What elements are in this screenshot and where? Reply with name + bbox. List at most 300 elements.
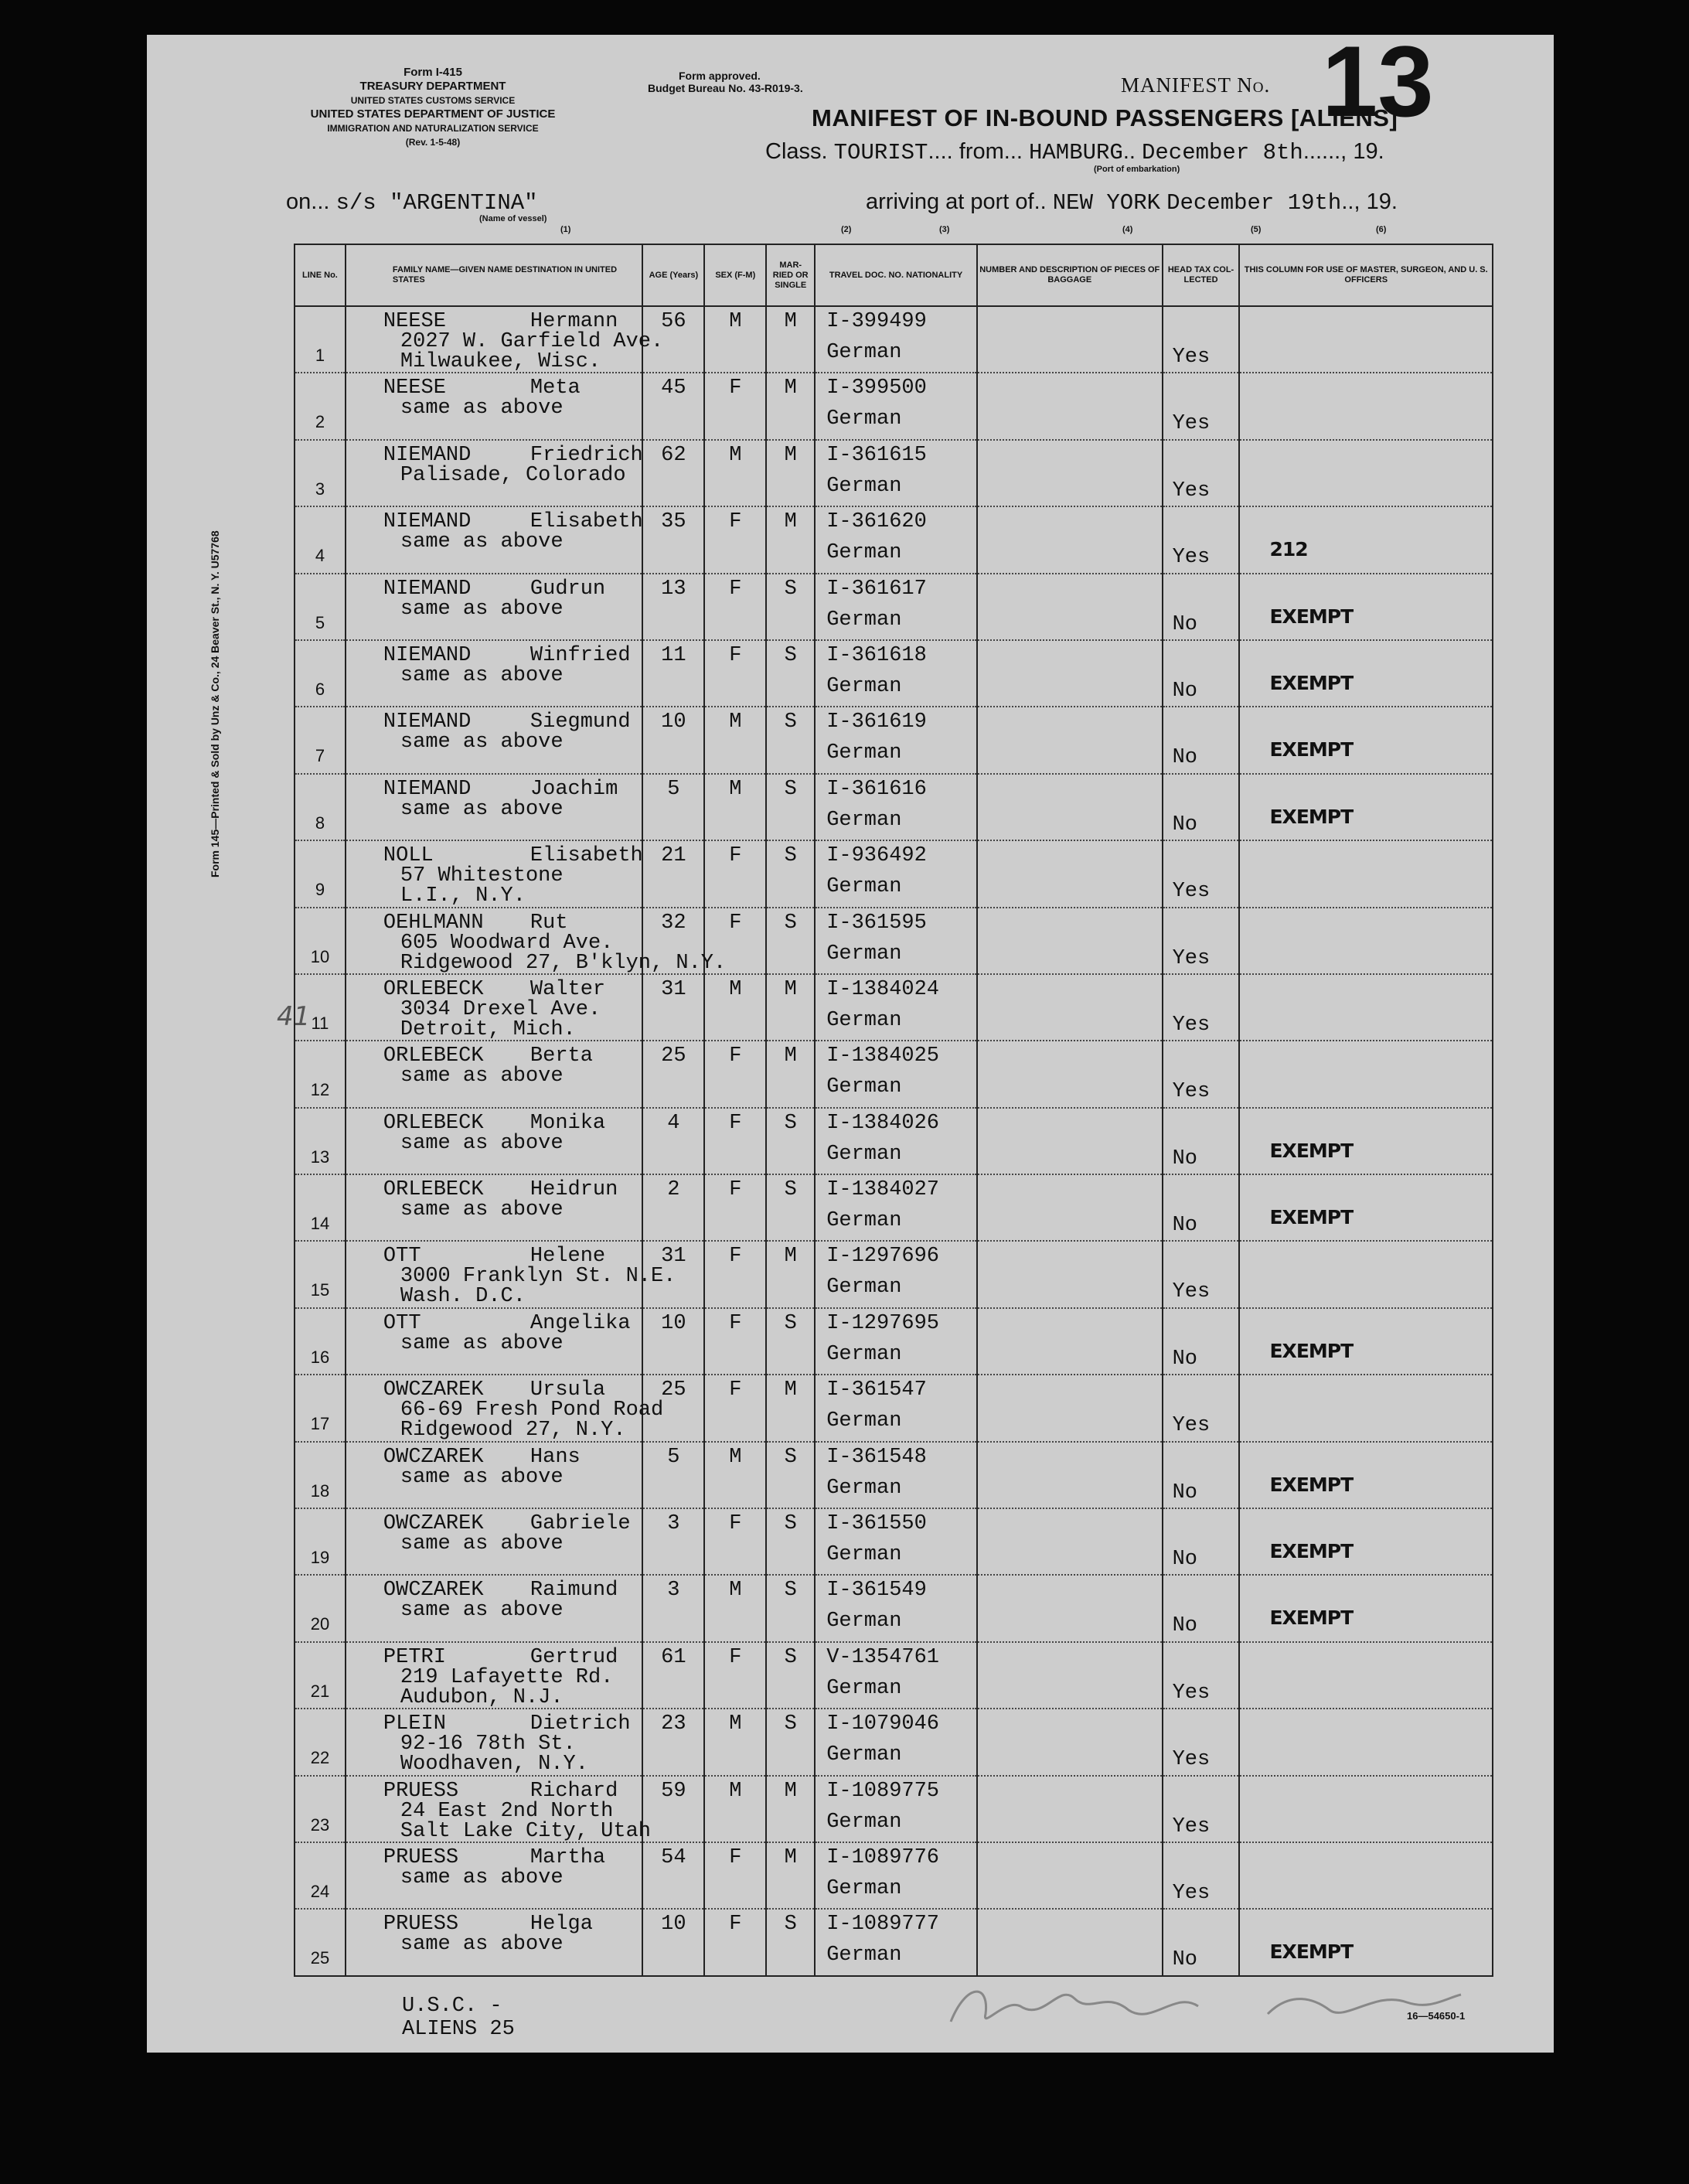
nationality: German — [826, 1142, 902, 1166]
age-cell — [642, 574, 704, 640]
col-note-1: (1) — [560, 225, 571, 234]
vessel-name: s/s "ARGENTINA" — [335, 190, 538, 216]
line-number-cell — [295, 1308, 346, 1375]
class-label: Class. — [765, 139, 828, 164]
name-cell — [346, 1108, 643, 1174]
line-number-cell — [295, 640, 346, 707]
destination-line-2: L.I., N.Y. — [400, 884, 526, 908]
baggage-cell — [977, 373, 1163, 439]
officer-note: EXEMPT — [1269, 1940, 1354, 1964]
age-cell — [642, 1776, 704, 1842]
sex-cell — [704, 707, 766, 773]
line-number-cell — [295, 1241, 346, 1307]
travel-doc-cell — [815, 1709, 977, 1775]
sex: F — [729, 1044, 742, 1068]
name-cell — [346, 1642, 643, 1709]
line-number-cell — [295, 306, 346, 373]
nationality: German — [826, 1610, 902, 1634]
age: 23 — [661, 1712, 686, 1736]
destination-line-1: same as above — [400, 1865, 564, 1889]
line-number: 8 — [315, 813, 325, 833]
officers-cell — [1239, 1909, 1493, 1975]
name-cell — [346, 1709, 643, 1775]
baggage-cell — [977, 1442, 1163, 1508]
table-row — [295, 1776, 1493, 1842]
sex: F — [729, 1645, 742, 1669]
nationality: German — [826, 875, 902, 899]
married-cell — [766, 840, 815, 907]
manifest-page — [147, 25, 1554, 2053]
form-number: Form I-415 — [404, 66, 462, 79]
destination-line-1: 24 East 2nd North — [400, 1799, 614, 1823]
destination-line-2: Woodhaven, N.Y. — [400, 1753, 588, 1777]
age-cell — [642, 1842, 704, 1909]
destination-line-1: same as above — [400, 1532, 564, 1556]
age: 4 — [667, 1111, 680, 1135]
treasury-label: TREASURY DEPARTMENT — [359, 80, 506, 93]
travel-doc-number: I-1384025 — [826, 1044, 940, 1068]
table-row — [295, 1041, 1493, 1107]
head-tax-cell — [1163, 1642, 1240, 1709]
sex-cell — [704, 1709, 766, 1775]
name-cell — [346, 1508, 643, 1575]
travel-doc-number: I-361547 — [826, 1378, 927, 1402]
revision-label: (Rev. 1-5-48) — [405, 137, 461, 148]
name-cell — [346, 1041, 643, 1107]
col-note-6: (6) — [1376, 225, 1387, 234]
nationality: German — [826, 341, 902, 364]
name-cell — [346, 1442, 643, 1508]
married-cell — [766, 1108, 815, 1174]
marital-status: M — [784, 1779, 797, 1803]
travel-doc-cell — [815, 1776, 977, 1842]
nationality: German — [826, 1008, 902, 1032]
sex-cell — [704, 1108, 766, 1174]
travel-doc-number: I-361618 — [826, 643, 927, 667]
head-tax-cell — [1163, 640, 1240, 707]
age: 61 — [661, 1645, 686, 1669]
married-cell — [766, 1508, 815, 1575]
travel-doc-cell — [815, 1041, 977, 1107]
destination-line-1: same as above — [400, 1933, 564, 1957]
head-tax-cell — [1163, 506, 1240, 573]
line-number-cell — [295, 1174, 346, 1241]
sex: F — [729, 1512, 742, 1536]
travel-doc-cell — [815, 1508, 977, 1575]
head-tax-collected: Yes — [1172, 546, 1211, 570]
officer-note: EXEMPT — [1269, 1540, 1354, 1563]
sex: M — [729, 310, 742, 333]
age-cell — [642, 840, 704, 907]
nationality: German — [826, 1342, 902, 1366]
head-tax-collected: Yes — [1172, 1681, 1211, 1705]
married-cell — [766, 1308, 815, 1375]
age-cell — [642, 640, 704, 707]
destination-line-1: same as above — [400, 797, 564, 821]
line-number: 2 — [315, 412, 325, 432]
head-tax-cell — [1163, 306, 1240, 373]
officers-cell — [1239, 640, 1493, 707]
line-number-cell — [295, 440, 346, 506]
line-number: 15 — [310, 1280, 330, 1300]
marital-status: M — [784, 443, 797, 467]
budget-line: Budget Bureau No. 43-R019-3. — [648, 82, 803, 94]
head-tax-cell — [1163, 440, 1240, 506]
family-name: OTT — [383, 1311, 421, 1335]
head-tax-collected: Yes — [1172, 946, 1211, 970]
nationality: German — [826, 1476, 902, 1500]
nationality: German — [826, 1543, 902, 1567]
age-cell — [642, 908, 704, 974]
nationality: German — [826, 1876, 902, 1900]
baggage-cell — [977, 1508, 1163, 1575]
travel-doc-number: I-1089776 — [826, 1845, 940, 1869]
baggage-cell — [977, 707, 1163, 773]
line-number: 20 — [310, 1614, 330, 1634]
destination-line-2: Milwaukee, Wisc. — [400, 350, 601, 373]
sex: M — [729, 977, 742, 1001]
family-name: NIEMAND — [383, 510, 472, 534]
line-number: 10 — [310, 946, 330, 966]
given-name: Elisabeth — [530, 844, 643, 868]
sex-cell — [704, 640, 766, 707]
married-cell — [766, 908, 815, 974]
marital-status: S — [784, 1512, 797, 1536]
head-tax-cell — [1163, 1041, 1240, 1107]
sex: F — [729, 844, 742, 868]
given-name: Helga — [530, 1913, 593, 1937]
travel-doc-number: I-1089775 — [826, 1779, 940, 1803]
head-tax-collected: No — [1172, 1548, 1197, 1572]
from-label: from — [959, 139, 1004, 164]
destination-line-1: same as above — [400, 597, 564, 621]
given-name: Siegmund — [530, 710, 631, 734]
name-cell — [346, 1308, 643, 1375]
customs-label: UNITED STATES CUSTOMS SERVICE — [350, 95, 516, 106]
head-tax-cell — [1163, 1174, 1240, 1241]
line-number: 22 — [310, 1748, 330, 1768]
marital-status: M — [784, 1845, 797, 1869]
destination-line-2: Wash. D.C. — [400, 1285, 526, 1309]
sex: F — [729, 376, 742, 400]
head-tax-cell — [1163, 1241, 1240, 1307]
line-number-cell — [295, 840, 346, 907]
family-name: NIEMAND — [383, 710, 472, 734]
col-header-line: LINE No. — [295, 244, 346, 306]
age: 31 — [661, 1245, 686, 1269]
destination-line-1: 605 Woodward Ave. — [400, 931, 614, 955]
travel-doc-cell — [815, 640, 977, 707]
line-number: 5 — [315, 612, 325, 632]
destination-line-2: Ridgewood 27, B'klyn, N.Y. — [400, 951, 727, 975]
line-number-cell — [295, 1642, 346, 1709]
nationality: German — [826, 1743, 902, 1767]
travel-doc-cell — [815, 1842, 977, 1909]
given-name: Gabriele — [530, 1512, 631, 1536]
family-name: ORLEBECK — [383, 977, 484, 1001]
family-name: NIEMAND — [383, 577, 472, 601]
travel-doc-number: I-361619 — [826, 710, 927, 734]
arrival-date: December 19th — [1166, 190, 1342, 216]
travel-doc-number: I-361616 — [826, 777, 927, 801]
nationality: German — [826, 674, 902, 698]
sex-cell — [704, 1041, 766, 1107]
name-cell — [346, 1575, 643, 1641]
given-name: Walter — [530, 977, 606, 1001]
destination-line-1: 92-16 78th St. — [400, 1733, 576, 1756]
table-row — [295, 373, 1493, 439]
family-name: PLEIN — [383, 1712, 446, 1736]
table-row — [295, 1174, 1493, 1241]
line-number: 14 — [310, 1214, 330, 1234]
justice-label: UNITED STATES DEPARTMENT OF JUSTICE — [310, 107, 556, 121]
sex-cell — [704, 974, 766, 1041]
married-cell — [766, 1776, 815, 1842]
given-name: Hans — [530, 1445, 581, 1469]
name-cell — [346, 640, 643, 707]
head-tax-cell — [1163, 1776, 1240, 1842]
marital-status: S — [784, 1445, 797, 1469]
head-tax-cell — [1163, 774, 1240, 840]
line-number: 6 — [315, 679, 325, 699]
given-name: Elisabeth — [530, 510, 643, 534]
given-name: Friedrich — [530, 443, 643, 467]
head-tax-cell — [1163, 373, 1240, 439]
margin-note: 41 — [277, 1001, 311, 1032]
sex: M — [729, 1779, 742, 1803]
line-number: 7 — [315, 746, 325, 766]
travel-doc-cell — [815, 1375, 977, 1441]
sex: F — [729, 1111, 742, 1135]
line-number-cell — [295, 1442, 346, 1508]
travel-doc-cell — [815, 1909, 977, 1975]
officer-note: EXEMPT — [1269, 671, 1354, 694]
approval-line: Form approved. — [679, 70, 761, 82]
destination-line-2: Detroit, Mich. — [400, 1017, 576, 1041]
table-row — [295, 1308, 1493, 1375]
officers-cell — [1239, 774, 1493, 840]
line-number-cell — [295, 774, 346, 840]
sex: F — [729, 1378, 742, 1402]
table-row — [295, 1241, 1493, 1307]
col-note-3: (3) — [939, 225, 950, 234]
travel-doc-cell — [815, 908, 977, 974]
destination-line-1: same as above — [400, 1065, 564, 1089]
baggage-cell — [977, 1041, 1163, 1107]
col-note-5: (5) — [1251, 225, 1262, 234]
officers-cell — [1239, 1375, 1493, 1441]
destination-line-1: same as above — [400, 397, 564, 421]
travel-doc-cell — [815, 506, 977, 573]
family-name: ORLEBECK — [383, 1178, 484, 1202]
line-number-cell — [295, 974, 346, 1041]
married-cell — [766, 707, 815, 773]
age: 45 — [661, 376, 686, 400]
given-name: Berta — [530, 1044, 593, 1068]
head-tax-cell — [1163, 1375, 1240, 1441]
officers-cell — [1239, 1308, 1493, 1375]
travel-doc-number: I-1297696 — [826, 1245, 940, 1269]
family-name: ORLEBECK — [383, 1111, 484, 1135]
given-name: Monika — [530, 1111, 606, 1135]
head-tax-collected: No — [1172, 1480, 1197, 1504]
officer-note: 212 — [1269, 538, 1308, 561]
nationality: German — [826, 1209, 902, 1233]
officers-cell — [1239, 440, 1493, 506]
line-number-cell — [295, 1041, 346, 1107]
vessel-line: on... s/s "ARGENTINA" — [286, 189, 538, 216]
sex-cell — [704, 574, 766, 640]
port-of-embarkation-note: (Port of embarkation) — [1094, 165, 1180, 174]
married-cell — [766, 1375, 815, 1441]
head-tax-cell — [1163, 1575, 1240, 1641]
officer-note: EXEMPT — [1269, 1473, 1354, 1496]
officers-cell — [1239, 1709, 1493, 1775]
travel-doc-number: I-1089777 — [826, 1913, 940, 1937]
class-line: Class. TOURIST.... from... HAMBURG.. December 8th......, 19. — [765, 139, 1384, 165]
head-tax-cell — [1163, 1308, 1240, 1375]
sex-cell — [704, 1642, 766, 1709]
name-cell — [346, 1375, 664, 1443]
given-name: Martha — [530, 1845, 606, 1869]
name-cell — [346, 373, 643, 439]
travel-doc-cell — [815, 974, 977, 1041]
baggage-cell — [977, 1909, 1163, 1975]
table-row — [295, 774, 1493, 840]
head-tax-collected: No — [1172, 1147, 1197, 1170]
sex: F — [729, 510, 742, 534]
officers-cell — [1239, 974, 1493, 1041]
officer-note: EXEMPT — [1269, 1339, 1354, 1362]
nationality: German — [826, 1409, 902, 1433]
name-cell — [346, 840, 643, 907]
line-number: 11 — [311, 1013, 329, 1033]
age: 2 — [667, 1178, 680, 1202]
name-cell — [346, 440, 643, 506]
sex: F — [729, 1245, 742, 1269]
married-cell — [766, 373, 815, 439]
line-number-cell — [295, 707, 346, 773]
age: 5 — [667, 1445, 680, 1469]
family-name: NOLL — [383, 844, 434, 868]
head-tax-collected: Yes — [1172, 1280, 1211, 1304]
table-row — [295, 1375, 1493, 1441]
line-number: 3 — [315, 479, 325, 499]
age-cell — [642, 974, 704, 1041]
table-row — [295, 707, 1493, 773]
travel-doc-cell — [815, 1575, 977, 1641]
col-header-sex: SEX (F-M) — [704, 244, 766, 306]
marital-status: M — [784, 310, 797, 333]
officers-cell — [1239, 306, 1493, 373]
married-cell — [766, 1041, 815, 1107]
age: 3 — [667, 1512, 680, 1536]
name-cell — [346, 306, 664, 373]
head-tax-collected: No — [1172, 1948, 1197, 1972]
sex: F — [729, 1845, 742, 1869]
marital-status: S — [784, 1178, 797, 1202]
footer-aliens: ALIENS 25 — [402, 2018, 515, 2041]
table-row — [295, 1642, 1493, 1709]
destination-line-1: 219 Lafayette Rd. — [400, 1665, 614, 1689]
nationality: German — [826, 474, 902, 498]
age: 32 — [661, 911, 686, 935]
sex-cell — [704, 440, 766, 506]
destination-line-1: Palisade, Colorado — [400, 463, 626, 487]
baggage-cell — [977, 574, 1163, 640]
destination-line-1: same as above — [400, 1131, 564, 1155]
travel-doc-number: I-361620 — [826, 510, 927, 534]
destination-line-1: 2027 W. Garfield Ave. — [400, 330, 664, 353]
family-name: OWCZAREK — [383, 1445, 484, 1469]
table-row — [295, 1909, 1493, 1975]
table-row — [295, 840, 1493, 907]
age: 10 — [661, 1913, 686, 1937]
line-number-cell — [295, 1508, 346, 1575]
sex: M — [729, 443, 742, 467]
travel-doc-cell — [815, 707, 977, 773]
destination-line-1: 57 Whitestone — [400, 864, 564, 888]
head-tax-cell — [1163, 974, 1240, 1041]
line-number: 9 — [315, 880, 325, 900]
age: 10 — [661, 710, 686, 734]
nationality: German — [826, 1944, 902, 1968]
baggage-cell — [977, 640, 1163, 707]
col-header-head-tax: HEAD TAX COL- LECTED — [1163, 244, 1240, 306]
sex: M — [729, 1579, 742, 1603]
destination-line-1: same as above — [400, 530, 564, 554]
family-name: NIEMAND — [383, 443, 472, 467]
age-cell — [642, 1575, 704, 1641]
baggage-cell — [977, 974, 1163, 1041]
line-number-cell — [295, 1375, 346, 1441]
line-number-cell — [295, 1575, 346, 1641]
head-tax-collected: No — [1172, 612, 1197, 636]
table-row — [295, 974, 1493, 1041]
head-tax-collected: No — [1172, 1347, 1197, 1371]
travel-doc-cell — [815, 373, 977, 439]
officers-cell — [1239, 1776, 1493, 1842]
age: 54 — [661, 1845, 686, 1869]
age-cell — [642, 1909, 704, 1975]
line-number: 16 — [310, 1347, 330, 1367]
name-cell — [346, 1842, 643, 1909]
line-number: 25 — [310, 1948, 330, 1968]
sex: F — [729, 1311, 742, 1335]
name-cell — [346, 1174, 643, 1241]
given-name: Ursula — [530, 1378, 606, 1402]
given-name: Rut — [530, 911, 568, 935]
table-row — [295, 1842, 1493, 1909]
sex-cell — [704, 1442, 766, 1508]
destination-line-1: same as above — [400, 1331, 564, 1355]
destination-line-1: same as above — [400, 731, 564, 755]
sex-cell — [704, 1575, 766, 1641]
married-cell — [766, 1909, 815, 1975]
sex: F — [729, 1913, 742, 1937]
family-name: PRUESS — [383, 1845, 459, 1869]
head-tax-cell — [1163, 1842, 1240, 1909]
name-cell — [346, 1776, 651, 1843]
head-tax-collected: Yes — [1172, 880, 1211, 904]
name-cell — [346, 1909, 643, 1975]
marital-status: S — [784, 844, 797, 868]
baggage-cell — [977, 908, 1163, 974]
officer-note: EXEMPT — [1269, 1206, 1354, 1229]
line-number-cell — [295, 506, 346, 573]
destination-line-2: Salt Lake City, Utah — [400, 1819, 651, 1843]
name-cell — [346, 574, 643, 640]
